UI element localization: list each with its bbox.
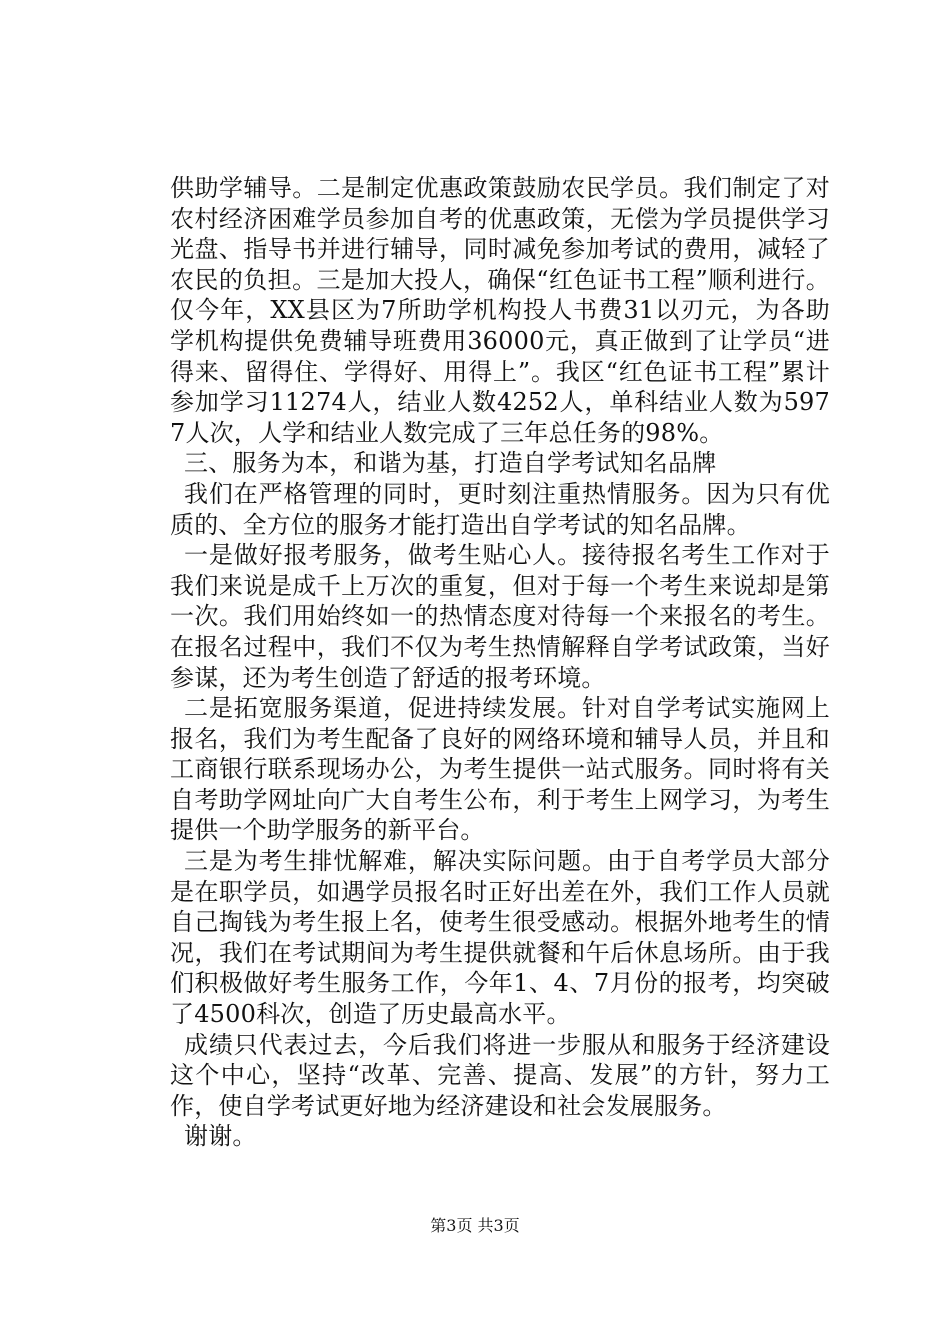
- paragraph-continuation: 供助学辅导。二是制定优惠政策鼓励农民学员。我们制定了对农村经济困难学员参加自考的优惠政策，无偿为学员提供学习光盘、指导书并进行辅导，同时减免参加考试的费用，减轻了农民的负担。三是加大投人，确保“红色证书工程”顺利进行。仅今年，XX县区为7所助学机构投人书费31以刃元，为各助学机构提供免费辅导班费用36000元，真正做到了让学员“进得来、留得住、学得好、用得上”。我区“红色证书工程”累计参加学习11274人，结业人数4252人，单科结业人数为5977人次，人学和结业人数完成了三年总任务的98%。: [170, 174, 830, 447]
- paragraph-service-channels: 二是拓宽服务渠道，促进持续发展。针对自学考试实施网上报名，我们为考生配备了良好的网络环境和辅导人员，并且和工商银行联系现场办公，为考生提供一站式服务。同时将有关自考助学网址向广大自考生公布，利于考生上网学习，为考生提供一个助学服务的新平台。: [170, 694, 830, 845]
- paragraph-thanks: 谢谢。: [184, 1122, 257, 1151]
- section-heading-three: 三、服务为本，和谐为基，打造自学考试知名品牌: [184, 449, 717, 478]
- paragraph-problem-solving: 三是为考生排忧解难，解决实际问题。由于自考学员大部分是在职学员，如遇学员报名时正好出差在外，我们工作人员就自己掏钱为考生报上名，使考生很受感动。根据外地考生的情况，我们在考试期间为考生提供就餐和午后休息场所。由于我们积极做好考生服务工作，今年1、4、7月份的报考，均突破了4500科次，创造了历史最高水平。: [170, 847, 830, 1029]
- paragraph-registration-service: 一是做好报考服务，做考生贴心人。接待报名考生工作对于我们来说是成千上万次的重复，但对于每一个考生来说却是第一次。我们用始终如一的热情态度对待每一个来报名的考生。在报名过程中，我们不仅为考生热情解释自学考试政策，当好参谋，还为考生创造了舒适的报考环境。: [170, 541, 830, 692]
- paragraph-service-intro: 我们在严格管理的同时，更时刻注重热情服务。因为只有优质的、全方位的服务才能打造出自学考试的知名品牌。: [170, 479, 830, 539]
- paragraph-conclusion: 成绩只代表过去，今后我们将进一步服从和服务于经济建设这个中心，坚持“改革、完善、提高、发展”的方针，努力工作，使自学考试更好地为经济建设和社会发展服务。: [170, 1030, 830, 1120]
- document-body: [170, 173, 830, 1152]
- page-footer: 第3页 共3页: [430, 1216, 520, 1235]
